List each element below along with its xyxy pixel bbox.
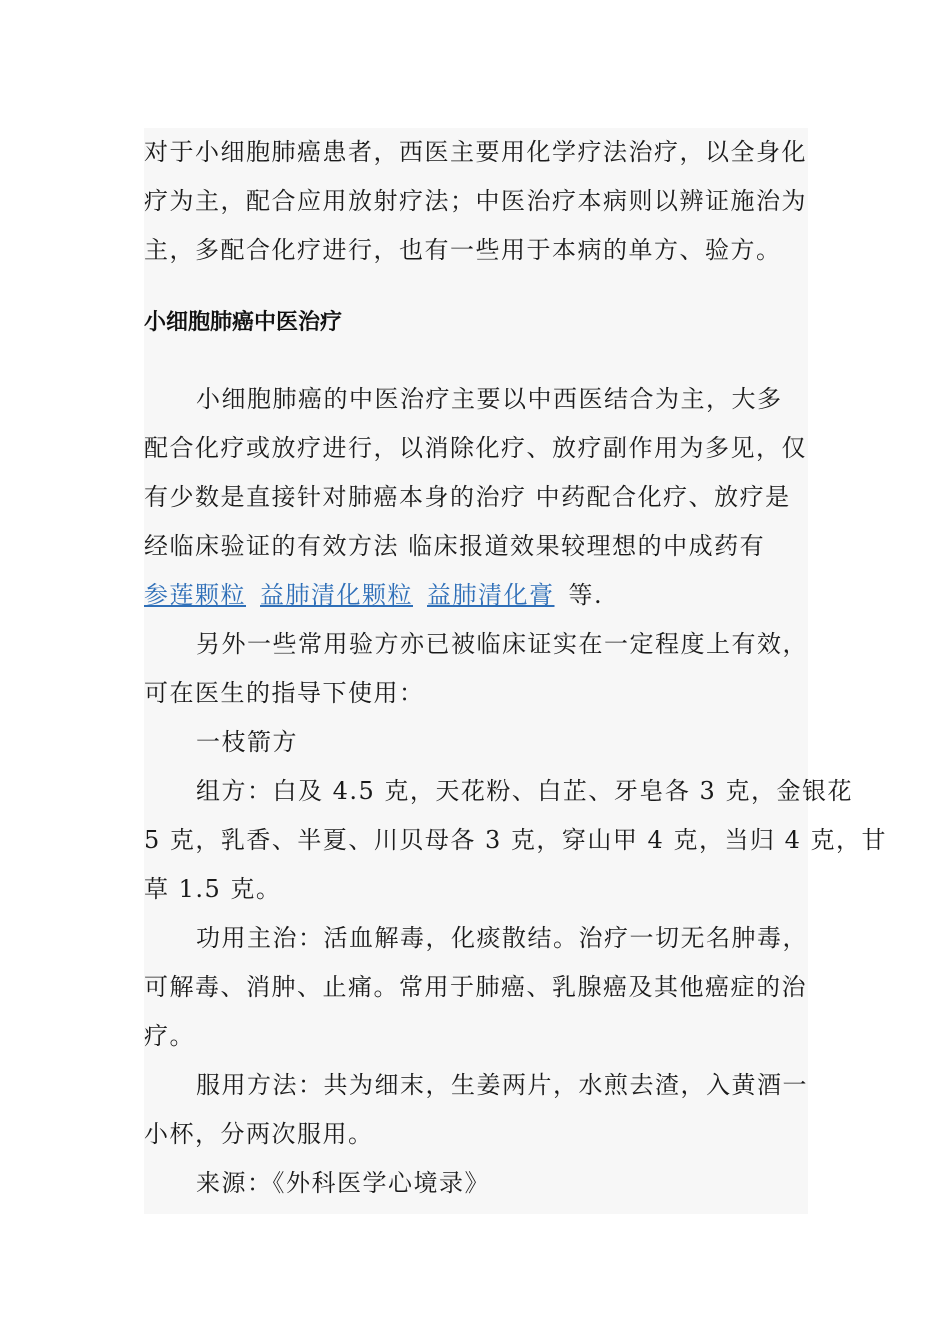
recipe-effect xyxy=(144,914,808,1061)
link-yifei-qinghua-paste[interactable]: 益肺清化膏 xyxy=(427,581,555,609)
body-line: 另外一些常用验方亦已被临床证实在一定程度上有效， xyxy=(196,630,808,658)
section-heading: 小细胞肺癌中医治疗 xyxy=(144,310,343,335)
composition-line: 草 1.5 克。 xyxy=(144,875,282,903)
intro-line: 对于小细胞肺癌患者，西医主要用化学疗法治疗，以全身化 xyxy=(144,138,807,166)
effect-line: 可解毒、消肿、止痛。常用于肺癌、乳腺癌及其他癌症的治 xyxy=(144,973,807,1001)
usage-line: 小杯，分两次服用。 xyxy=(144,1120,374,1148)
recipe-composition xyxy=(144,767,887,914)
composition-line: 组方：白及 4.5 克，天花粉、白芷、牙皂各 3 克，金银花 xyxy=(196,777,853,805)
body-line: 小细胞肺癌的中医治疗主要以中西医结合为主，大多 xyxy=(196,385,783,413)
links-suffix: 等. xyxy=(568,581,604,609)
recipe-source xyxy=(144,1159,808,1208)
document-content xyxy=(144,128,887,1214)
body-line: 配合化疗或放疗进行，以消除化疗、放疗副作用为多见，仅 xyxy=(144,434,807,462)
effect-line: 功用主治：活血解毒，化痰散结。治疗一切无名肿毒， xyxy=(196,924,808,952)
body-line: 可在医生的指导下使用： xyxy=(144,679,425,707)
source-text: 来源：《外科医学心境录》 xyxy=(196,1169,490,1197)
body-line: 经临床验证的有效方法 临床报道效果较理想的中成药有 xyxy=(144,532,766,560)
intro-line: 疗为主，配合应用放射疗法；中医治疗本病则以辨证施治为 xyxy=(144,187,807,215)
effect-line: 疗。 xyxy=(144,1022,195,1050)
usage-line: 服用方法：共为细末，生姜两片，水煎去渣，入黄酒一 xyxy=(196,1071,808,1099)
link-shenlian-granules[interactable]: 参莲颗粒 xyxy=(144,581,246,609)
medicine-links-line xyxy=(144,571,808,620)
composition-line: 5 克，乳香、半夏、川贝母各 3 克，穿山甲 4 克，当归 4 克，甘 xyxy=(144,826,887,854)
recipe-name xyxy=(144,718,808,767)
body-paragraph-1 xyxy=(144,375,808,620)
recipe-usage xyxy=(144,1061,808,1159)
body-line: 有少数是直接针对肺癌本身的治疗 中药配合化疗、放疗是 xyxy=(144,483,791,511)
intro-line: 主，多配合化疗进行，也有一些用于本病的单方、验方。 xyxy=(144,236,782,264)
link-yifei-qinghua-granules[interactable]: 益肺清化颗粒 xyxy=(260,581,413,609)
body-paragraph-2 xyxy=(144,620,808,718)
intro-paragraph xyxy=(144,128,808,275)
recipe-name-text: 一枝箭方 xyxy=(196,728,298,756)
